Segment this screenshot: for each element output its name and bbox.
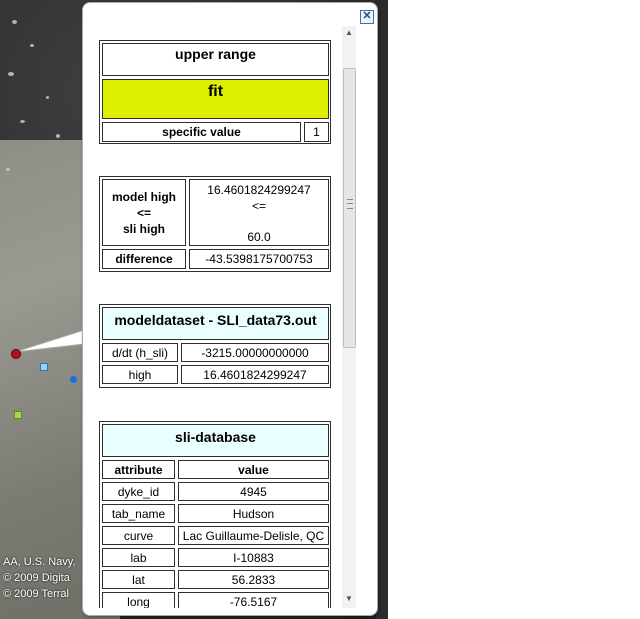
attribute-cell: lat bbox=[102, 570, 175, 589]
modeldataset-title: modeldataset - SLI_data73.out bbox=[102, 307, 329, 340]
balloon-content bbox=[96, 30, 340, 608]
modeldataset-row-label: d/dt (h_sli) bbox=[102, 343, 178, 362]
balloon-scrollbar[interactable] bbox=[342, 26, 356, 608]
attribute-cell: lab bbox=[102, 548, 175, 567]
value-cell: 56.2833 bbox=[178, 570, 329, 589]
attribute-cell: curve bbox=[102, 526, 175, 545]
difference-value: -43.5398175700753 bbox=[189, 249, 329, 269]
scroll-up-arrow-icon[interactable]: ▲ bbox=[345, 28, 353, 37]
specific-value: 1 bbox=[304, 122, 329, 142]
scroll-down-arrow-icon[interactable]: ▼ bbox=[345, 594, 353, 603]
modeldataset-row-value: -3215.00000000000 bbox=[181, 343, 329, 362]
modeldataset-row-label: high bbox=[102, 365, 178, 384]
value-line: 60.0 bbox=[247, 230, 271, 244]
placemark-selected-marker[interactable] bbox=[11, 349, 21, 359]
map-credit: © 2009 Terral bbox=[3, 588, 69, 600]
attribute-column-header: attribute bbox=[102, 460, 175, 479]
modeldataset-row-value: 16.4601824299247 bbox=[181, 365, 329, 384]
value-cell: I-10883 bbox=[178, 548, 329, 567]
placemark-marker[interactable] bbox=[40, 363, 48, 371]
sli-database-title: sli-database bbox=[102, 424, 329, 457]
scroll-thumb[interactable] bbox=[343, 68, 356, 348]
scroll-grip-icon bbox=[347, 199, 353, 209]
placemark-marker[interactable] bbox=[70, 376, 77, 383]
label-line: model high bbox=[112, 189, 176, 204]
placemark-marker[interactable] bbox=[14, 411, 22, 419]
value-cell: Hudson bbox=[178, 504, 329, 523]
value-cell: 4945 bbox=[178, 482, 329, 501]
value-column-header: value bbox=[178, 460, 329, 479]
attribute-cell: long bbox=[102, 592, 175, 608]
fit-status: fit bbox=[102, 79, 329, 119]
modeldataset-table bbox=[99, 304, 331, 388]
label-line: sli high bbox=[123, 221, 165, 236]
model-high-value bbox=[189, 179, 329, 246]
value-line: 16.4601824299247 bbox=[207, 183, 311, 197]
model-high-label bbox=[102, 179, 186, 246]
upper-range-title: upper range bbox=[102, 43, 329, 76]
attribute-cell: tab_name bbox=[102, 504, 175, 523]
map-credit: © 2009 Digita bbox=[3, 572, 70, 584]
value-line: <= bbox=[251, 199, 266, 213]
sli-database-table bbox=[99, 421, 331, 608]
map-credit: AA, U.S. Navy, bbox=[3, 556, 76, 568]
value-cell: -76.5167 bbox=[178, 592, 329, 608]
close-icon[interactable]: ✕ bbox=[360, 10, 374, 24]
upper-range-table bbox=[99, 40, 331, 144]
difference-label: difference bbox=[102, 249, 186, 269]
comparison-table bbox=[99, 176, 331, 272]
label-line: <= bbox=[136, 205, 151, 220]
attribute-cell: dyke_id bbox=[102, 482, 175, 501]
specific-value-label: specific value bbox=[102, 122, 301, 142]
value-cell: Lac Guillaume-Delisle, QC bbox=[178, 526, 329, 545]
